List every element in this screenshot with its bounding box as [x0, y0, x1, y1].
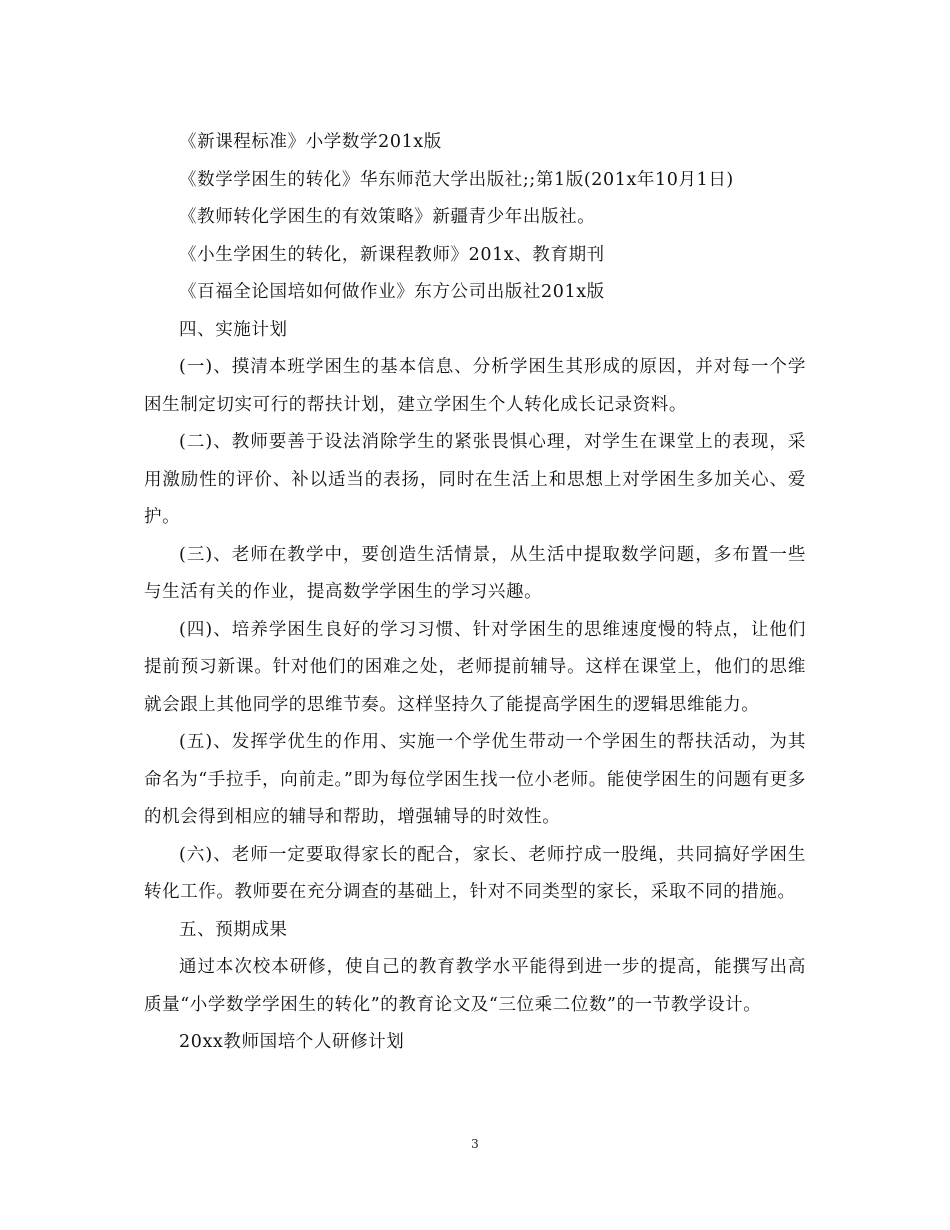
implementation-item-5: (五)、发挥学优生的作用、实施一个学优生带动一个学困生的帮扶活动，为其命名为“手拉手，向前走。”即为每位学困生找一位小老师。能使学困生的问题有更多的机会得到相应的辅导和帮助，增强辅导的时效性。	[144, 732, 806, 827]
section-heading-implementation: 四、实施计划	[179, 319, 288, 340]
reference-5: 《百福全论国培如何做作业》东方公司出版社201x版	[179, 282, 605, 302]
reference-3: 《教师转化学困生的有效策略》新疆青少年出版社。	[179, 207, 596, 227]
section-heading-expected-results: 五、预期成果	[179, 919, 288, 940]
reference-4: 《小生学困生的转化，新课程教师》201x、教育期刊	[179, 244, 605, 265]
reference-2: 《数学学困生的转化》华东师范大学出版社;;第1版(201x年10月1日)	[179, 169, 734, 190]
expected-results-body: 通过本次校本研修，使自己的教育教学水平能得到进一步的提高，能撰写出高质量“小学数学学困生的转化”的教育论文及“三位乘二位数”的一节教学设计。	[144, 957, 806, 1015]
closing-title: 20xx教师国培个人研修计划	[179, 1032, 405, 1052]
implementation-item-3: (三)、老师在教学中，要创造生活情景，从生活中提取数学问题，多布置一些与生活有关的作业，提高数学学困生的学习兴趣。	[144, 544, 806, 602]
implementation-item-2: (二)、教师要善于设法消除学生的紧张畏惧心理，对学生在课堂上的表现，采用激励性的评价、补以适当的表扬，同时在生活上和思想上对学困生多加关心、爱护。	[144, 432, 806, 527]
implementation-item-1: (一)、摸清本班学困生的基本信息、分析学困生其形成的原因，并对每一个学困生制定切实可行的帮扶计划，建立学困生个人转化成长记录资料。	[144, 357, 806, 415]
document-body	[144, 124, 806, 1062]
implementation-item-4: (四)、培养学困生良好的学习习惯、针对学困生的思维速度慢的特点，让他们提前预习新课。针对他们的困难之处，老师提前辅导。这样在课堂上，他们的思维就会跟上其他同学的思维节奏。这样坚持久了能提高学困生的逻辑思维能力。	[144, 619, 806, 715]
page-number: 3	[471, 1137, 479, 1151]
reference-1: 《新课程标准》小学数学201x版	[179, 132, 442, 152]
implementation-item-6: (六)、老师一定要取得家长的配合，家长、老师拧成一股绳，共同搞好学困生转化工作。教师要在充分调查的基础上，针对不同类型的家长，采取不同的措施。	[144, 844, 806, 902]
